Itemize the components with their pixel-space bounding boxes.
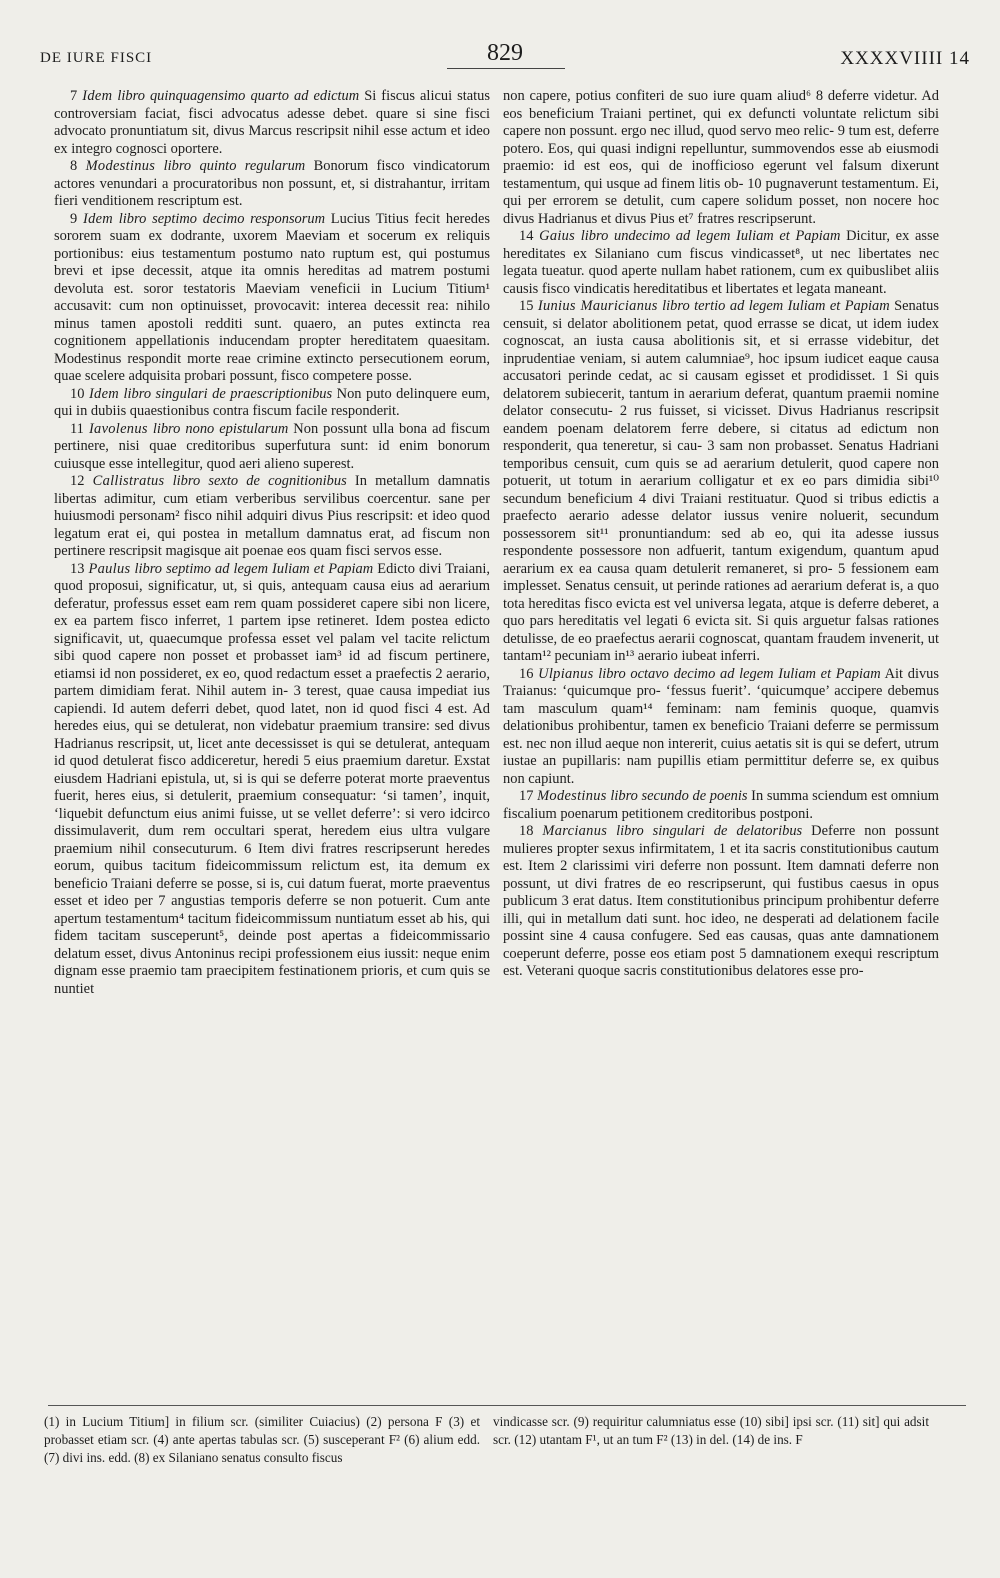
fragment-text: In summa sciendum est omnium fiscalium poenarum petitionem creditoribus postponi. (503, 788, 939, 822)
jurist-name: Idem (82, 88, 113, 104)
paragraph (503, 666, 939, 789)
fragment-text: Non puto delinquere eum, qui in dubiis quaestionibus contra fiscum facile responderit. (54, 385, 490, 419)
jurist-name: Ulpianus (538, 665, 594, 682)
fragment-text: Non possunt ulla bona ad fiscum pertinere, nisi quae creditoribus superfutura sunt: id enim bonorum cuiusque esse intellegitur, quod aeri alieno superest. (54, 420, 490, 472)
fragment-number: 13 (70, 560, 89, 577)
book-citation: libro septimo ad legem Iuliam et Papiam (134, 560, 374, 577)
footnotes-right (493, 1413, 929, 1563)
header-section: XXXXVIIII 14 (840, 48, 970, 69)
jurist-name: Modestinus (537, 788, 607, 804)
book-citation: libro octavo decimo ad legem Iuliam et Papiam (598, 665, 881, 682)
fragment-number: 14 (519, 228, 540, 244)
paragraph (54, 211, 490, 386)
footnote-rule (48, 1405, 966, 1406)
fragment-text: Ait divus Traianus: ‘quicumque pro- ‘fessus fuerit’. ‘quicumque’ accipere debemus tam masculum quam¹⁴ feminam: nam feminis quoque, quamvis delationibus prohibentur, tamen ex beneficio Traiani deferre se permissum est. nec non illud aeque non intererit, cuius aetatis sit is qui se defert, utrum iustae an pupillaris: nam pupillis etiam permittitur deferre se, ex quibus non capiunt. (503, 665, 939, 787)
jurist-name: Callistratus (92, 473, 165, 489)
paragraph (54, 561, 490, 999)
paragraph (503, 88, 939, 228)
paragraph (54, 421, 490, 474)
fragment-number: 7 (70, 88, 83, 104)
fragment-number: 16 (519, 665, 539, 682)
fragment-number: 8 (70, 158, 86, 174)
jurist-name: Idem (88, 385, 119, 402)
fragment-text: Dicitur, ex asse hereditates ex Silaniano cum fiscus vindicasset⁸, ut nec libertates nec legata tueatur. quod aperte nullam habet rationem, cum ex quibuslibet aliis causis fisco vindicatis hereditatibus et libertates et legata maneant. (503, 228, 939, 297)
fragment-text: Bonorum fisco vindicatorum actores venundari a procuratoribus non possunt, et, si distrahantur, irritam fieri venditionem rescriptum est. (54, 158, 490, 209)
right-column (503, 88, 939, 1396)
footnote-text: vindicasse scr. (9) requiritur calumniatus esse (10) sibi] ipsi scr. (11) sit] qui adsit scr. (12) utantam F¹, ut an tum F² (13) in del. (14) de ins. F (493, 1414, 929, 1447)
header-title: DE IURE FISCI (40, 50, 153, 66)
page-number: 829 (487, 40, 523, 66)
fragment-text: Deferre non possunt mulieres propter sexus infirmitatem, 1 et ita sacris constitutionibus cautum est. Item 2 clarissimi viri deferre non possunt. Item damnati deferre non possunt, ut divi fratres de eo rescripserunt, qui fustibus caesus in opus publicum 3 erat datus. Item constitutionibus principum prohibentur deferre illi, qui in metallum dati sunt. hoc ideo, ne desperati ad delationem facile possint sine 4 causa confugere. Sed eas causas, quas ante damnationem coeperunt deferre, posse eos etiam post 5 damnationem exequi rescriptum est. Veterani quoque sacris constitutionibus delatores esse pro- (503, 823, 939, 979)
footnotes-left (44, 1413, 480, 1563)
book-citation: libro tertio ad legem Iuliam et Papiam (662, 298, 890, 314)
book-citation: libro undecimo ad legem Iuliam et Papiam (580, 228, 841, 244)
book-citation: libro secundo de poenis (610, 788, 748, 804)
fragment-number: 15 (519, 298, 538, 314)
fragment-text: Edicto divi Traiani, quod proposui, significatur, ut, si quis, antequam causa eius ad aerarium deferatur, professus esset eam rem quam possideret capere sibi non licere, ex ea partem fisco inferret, 1 partem ipse retineret. Idem postea edicto significavit, ut, quaecumque professa esset vel palam vel tacite relictum sibi quod capere non posset et probasset iam³ id ad fiscum pertinere, etiamsi id non possideret, ex eo, quod redactum esset a praefectis 2 aerario, partem dimidiam ferat. Nihil autem in- 3 terest, quae causa impediat ius capiendi. Id autem deferri debet, quod latet, non id quod fisci 4 est. Ad heredes eius, qui se detulerat, non videbatur praemium transire: sed divus Hadrianus rescripsit, ut, licet ante decessisset is qui se detulerat, antequam id quod detulerat fisco addiceretur, heredi 5 eius praemium daretur. Exstat eiusdem Hadriani epistula, ut, si is qui se deferre poterat morte praeventus fuerit, heres eius, si detulerit, praemium consequatur: ‘si tamen’, inquit, ‘liquebit defunctum eius animi fuisse, ut se vellet deferre’: si vero idcirco dissimulaverit, dum rem occultari sperat, heredem eius ultra vulgare praemium nihil consecuturum. 6 Item divi fratres rescripserunt heredes eorum, quibus tacitum fideicommissum relictum est, ita demum ex beneficio Traiani deferre se posse, si is, cui datum fuerat, morte praeventus esset et ideo per 7 angustias temporis deferre se non potuerit. Cum ante apertum testamentum⁴ tacitum fideicommissum nuntiatum esset ab his, qui fidem tacitam susceperunt⁵, deinde post apertas a fideicommissario delatum esset, divus Antoninus recipi professionem eius iussit: neque enim dignam esse praemio tam praecipitem festinationem prioris, et cum quis se nuntiet (54, 560, 490, 997)
paragraph (54, 386, 490, 421)
fragment-number: 11 (70, 420, 89, 437)
fragment-text: Si fiscus alicui status controversiam faciat, fisci advocatus adesse debet. quare si sine fisci advocato pronuntiatum sit, divus Marcus rescripsit nihil esse actum et ideo ex integro cognosci oportere. (54, 88, 490, 157)
book-citation: libro sexto de cognitionibus (172, 473, 347, 489)
jurist-name: Gaius (539, 228, 576, 244)
jurist-name: Paulus (88, 560, 131, 577)
fragment-number: 9 (70, 210, 83, 227)
header-rule (447, 68, 565, 69)
book-citation: libro quinquagensimo quarto ad edictum (117, 88, 360, 104)
fragment-text: Lucius Titius fecit heredes sororem suam ex dodrante, uxorem Maeviam et socerum ex reliquis portionibus: eius testamentum postumo nato ruptum est, qui postumus brevi et ipse decessit, atque ita omnis hereditas ad matrem postumi devoluta est. soror testatoris Maeviam veneficii in Lucium Titium¹ accusavit: cum non optinuisset, provocavit: interea decessit rea: nihilo minus tamen apostoli redditi sunt. quaero, an putes extincta rea cognitionem appellationis inducendam propter hereditatem quaesitam. Modestinus respondit morte reae crimine extincto persecutionem eorum, quae scelere adquisita probari possunt, fisco competere posse. (54, 210, 490, 384)
jurist-name: Modestinus (85, 158, 156, 174)
paragraph (503, 788, 939, 823)
fragment-number: 18 (519, 823, 543, 839)
jurist-name: Marcianus (542, 823, 608, 839)
paragraph (54, 158, 490, 211)
left-column (54, 88, 490, 1396)
jurist-name: Iavolenus (88, 420, 148, 437)
book-citation: libro septimo decimo responsorum (118, 210, 326, 227)
fragment-number: 17 (519, 788, 538, 804)
footnote-text: (1) in Lucium Titium] in filium scr. (similiter Cuiacius) (2) persona F (3) et probasset etiam scr. (4) ante apertas tabulas scr. (5) susceperant F² (6) alium edd. (7) divi ins. edd. (8) ex Silaniano senatus consulto fiscus (44, 1414, 480, 1465)
paragraph (503, 228, 939, 298)
jurist-name: Idem (82, 210, 114, 227)
fragment-number: 12 (70, 473, 93, 489)
book-citation: libro singulari de delatoribus (616, 823, 803, 839)
jurist-name: Iunius Mauricianus (537, 298, 658, 314)
fragment-text: non capere, potius confiteri de suo iure quam aliud⁶ 8 deferre videtur. Ad eos beneficium Traiani pertinet, qui ex defuncti voluntate relictum sibi capere non possunt. ergo nec illud, quod servo meo relic- 9 tum est, deferre potero. Eos, qui quasi indigni repelluntur, summovendos esse ab eiusmodi praemio: id est eos, qui de inofficioso egerunt vel falsum dixerunt testamentum, qui usque ad finem litis ob- 10 pugnaverunt testamentum. Ei, qui per errorem se detulit, cum capere solidum posset, non nocere hoc divus Hadrianus et divus Pius et⁷ fratres rescripserunt. (503, 88, 939, 227)
paragraph (503, 823, 939, 981)
paragraph (503, 298, 939, 666)
running-header (40, 38, 970, 78)
fragment-number: 10 (70, 385, 89, 402)
fragment-text: In metallum damnatis libertas adimitur, cum etiam verberibus servilibus coercentur. sane per huiusmodi personam² fisco nihil adquiri divus Pius rescripsit: et ideo quod legatum erat ei, qui postea in metallum damnatus erat, ad fiscum non pertinere rescripsit magisque ait poenae eos quam fisci servos esse. (54, 473, 490, 559)
paragraph (54, 473, 490, 561)
book-citation: libro nono epistularum (152, 420, 289, 437)
book-citation: libro quinto regularum (163, 158, 306, 174)
fragment-text: Senatus censuit, si delator abolitionem petat, quod errasse se dicat, ut idem iudex cognoscat, an iusta causa abolitionis sit, et si errasse videbitur, det inprudentiae veniam, si autem calumniae⁹, hoc ipsum iudicet eaque causa accusatori perinde cedat, ac si causam egisset et prodidisset. 1 Si quis delatorem subiecerit, tantum in aerarium deferat, quantum praemii nomine delator consecutu- 2 rus fuisset, si vicisset. Divus Hadrianus rescripsit eandem poenam delatorem ferre debere, si citatus ad edictum non responderit, qua teneretur, si cau- 3 sam non probasset. Senatus Hadriani temporibus censuit, cum quis se ad aerarium detulerit, quod capere non potuerit, ut totum in aerarium colligatur et ex eo pars dimidia sibi¹⁰ secundum beneficium 4 divi Traiani restituatur. Quod si tribus edictis a praefecto aerario adesse delator iussus venire noluerit, secundum possessorem sit¹¹ pronuntiandum: sed ab eo, qui ita adesse iussus respondente possessore non adfuerit, tantum exigendum, quantum apud aerarium ex ea causa quam detulerit remaneret, si pro- 5 fessionem eam implesset. Senatus censuit, ut perinde rationes ad aerarium deferat is, a quo tota hereditas fisco evicta est vel universa legata, atque is deferre deberet, a quo pars hereditatis vel legati 6 evicta sit. Si quis arguetur falsas rationes detulisse, de eo praefectus aerarii cognoscat, quantam fraudem invenerit, ut tantam¹² pecuniam in¹³ aerario iubeat inferri. (503, 298, 939, 664)
book-citation: libro singulari de praescriptionibus (123, 385, 333, 402)
paragraph (54, 88, 490, 158)
